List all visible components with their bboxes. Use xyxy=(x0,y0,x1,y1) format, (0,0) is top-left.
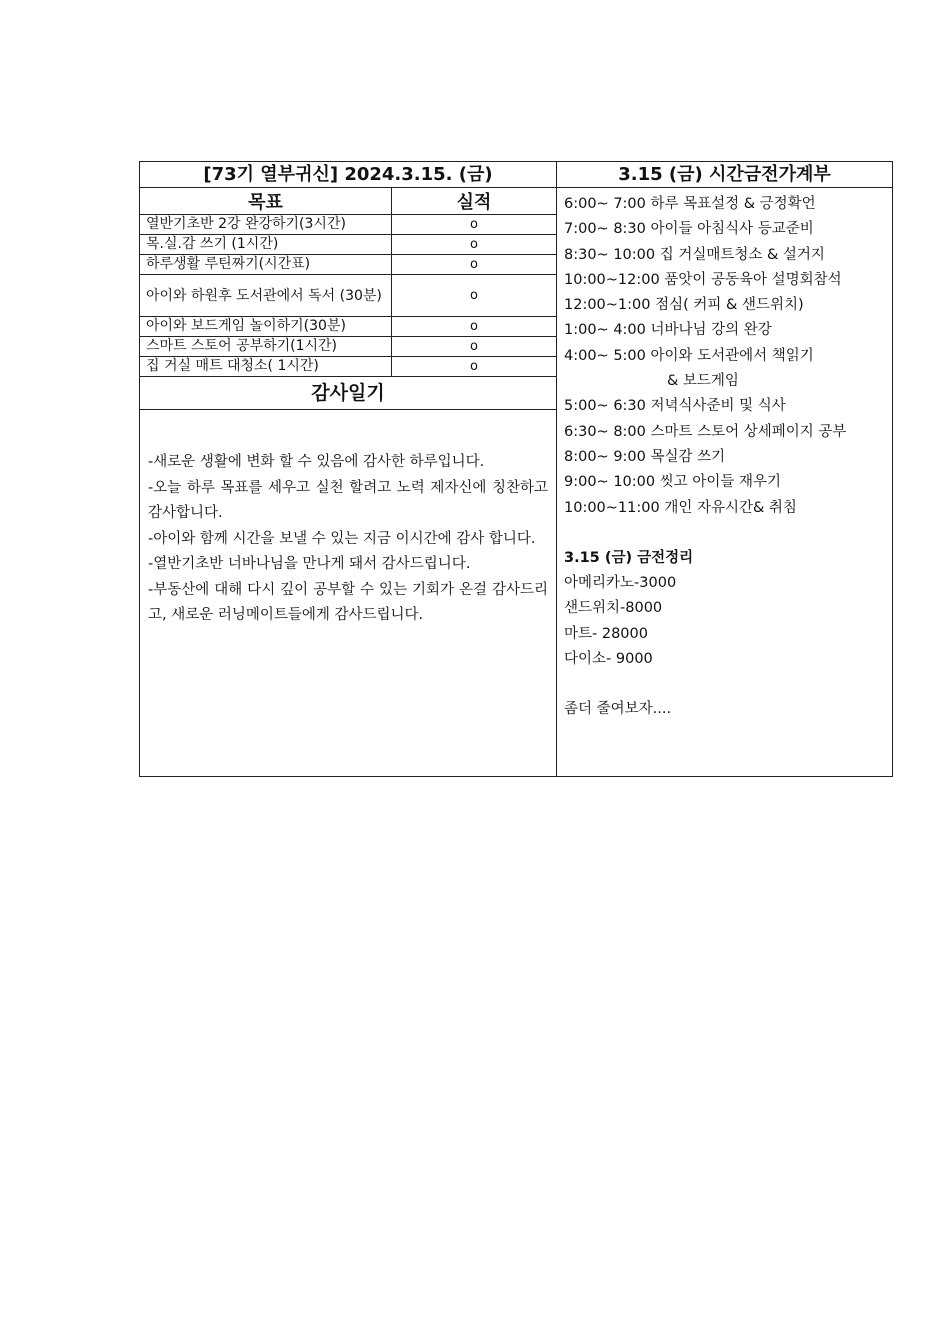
table-row xyxy=(140,235,556,255)
goals-table xyxy=(140,188,556,377)
expense-item: 다이소- 9000 xyxy=(564,651,653,668)
table-row xyxy=(140,275,556,317)
left-column xyxy=(140,162,557,776)
result-cell: o xyxy=(392,215,557,235)
result-cell: o xyxy=(392,255,557,275)
money-note: 좀더 줄여보자.... xyxy=(564,701,672,718)
gratitude-line: -부동산에 대해 다시 깊이 공부할 수 있는 기회가 온걸 감사드리고, 새로운 러닝메이트들에게 감사드립니다. xyxy=(148,581,548,623)
result-cell: o xyxy=(392,337,557,357)
money-summary-title: 3.15 (금) 금전정리 xyxy=(564,549,694,566)
expense-item: 샌드위치-8000 xyxy=(564,600,663,617)
schedule-item: 8:30~ 10:00 집 거실매트청소 & 설거지 xyxy=(564,246,825,263)
schedule-item: 6:30~ 8:00 스마트 스토어 상세페이지 공부 xyxy=(564,423,847,440)
goal-cell: 집 거실 매트 대청소( 1시간) xyxy=(140,357,392,377)
schedule-item: 7:00~ 8:30 아이들 아침식사 등교준비 xyxy=(564,221,814,238)
schedule-item: 8:00~ 9:00 목실감 쓰기 xyxy=(564,448,726,465)
table-row xyxy=(140,255,556,275)
table-row xyxy=(140,357,556,377)
gratitude-line: -열반기초반 너바나님을 만나게 돼서 감사드립니다. xyxy=(148,556,471,572)
result-cell: o xyxy=(392,235,557,255)
gratitude-line: -아이와 함께 시간을 보낼 수 있는 지금 이시간에 감사 합니다. xyxy=(148,530,536,547)
left-header: [73기 열부귀신] 2024.3.15. (금) xyxy=(140,162,556,188)
result-cell: o xyxy=(392,317,557,337)
goal-cell: 목.실.감 쓰기 (1시간) xyxy=(140,235,392,255)
table-row xyxy=(140,215,556,235)
gratitude-line: -새로운 생활에 변화 할 수 있음에 감사한 하루입니다. xyxy=(148,454,485,470)
schedule-item: 9:00~ 10:00 씻고 아이들 재우기 xyxy=(564,474,781,491)
table-row xyxy=(140,317,556,337)
result-cell: o xyxy=(392,357,557,377)
goal-cell: 열반기초반 2강 완강하기(3시간) xyxy=(140,215,392,235)
right-column xyxy=(557,162,892,776)
gratitude-line: -오늘 하루 목표를 세우고 실천 할려고 노력 제자신에 칭찬하고 감사합니다. xyxy=(148,479,548,521)
goal-cell: 스마트 스토어 공부하기(1시간) xyxy=(140,337,392,357)
gratitude-body xyxy=(140,410,556,629)
schedule-item: 10:00~12:00 품앗이 공동육아 설명회참석 xyxy=(564,271,842,288)
schedule-item: 6:00~ 7:00 하루 목표설정 & 긍정확언 xyxy=(564,196,816,212)
time-schedule xyxy=(557,188,892,723)
schedule-item: 10:00~11:00 개인 자유시간& 취침 xyxy=(564,499,797,516)
journal-sheet xyxy=(139,161,893,777)
expense-item: 마트- 28000 xyxy=(564,625,648,642)
expense-item: 아메리카노-3000 xyxy=(564,575,677,592)
result-column-header: 실적 xyxy=(392,188,557,215)
schedule-item: 12:00~1:00 점심( 커피 & 샌드위치) xyxy=(564,297,804,314)
table-row xyxy=(140,337,556,357)
result-cell: o xyxy=(392,275,557,317)
schedule-item-continued: & 보드게임 xyxy=(667,373,739,390)
right-header: 3.15 (금) 시간금전가계부 xyxy=(557,162,892,188)
gratitude-title: 감사일기 xyxy=(140,377,556,410)
schedule-item: 4:00~ 5:00 아이와 도서관에서 책읽기 xyxy=(564,347,814,364)
goal-column-header: 목표 xyxy=(140,188,392,215)
goal-cell: 아이와 보드게임 놀이하기(30분) xyxy=(140,317,392,337)
goal-cell: 아이와 하원후 도서관에서 독서 (30분) xyxy=(140,275,392,317)
schedule-item: 5:00~ 6:30 저녁식사준비 및 식사 xyxy=(564,398,786,415)
goal-cell: 하루생활 루틴짜기(시간표) xyxy=(140,255,392,275)
schedule-item: 1:00~ 4:00 너바나님 강의 완강 xyxy=(564,322,772,339)
